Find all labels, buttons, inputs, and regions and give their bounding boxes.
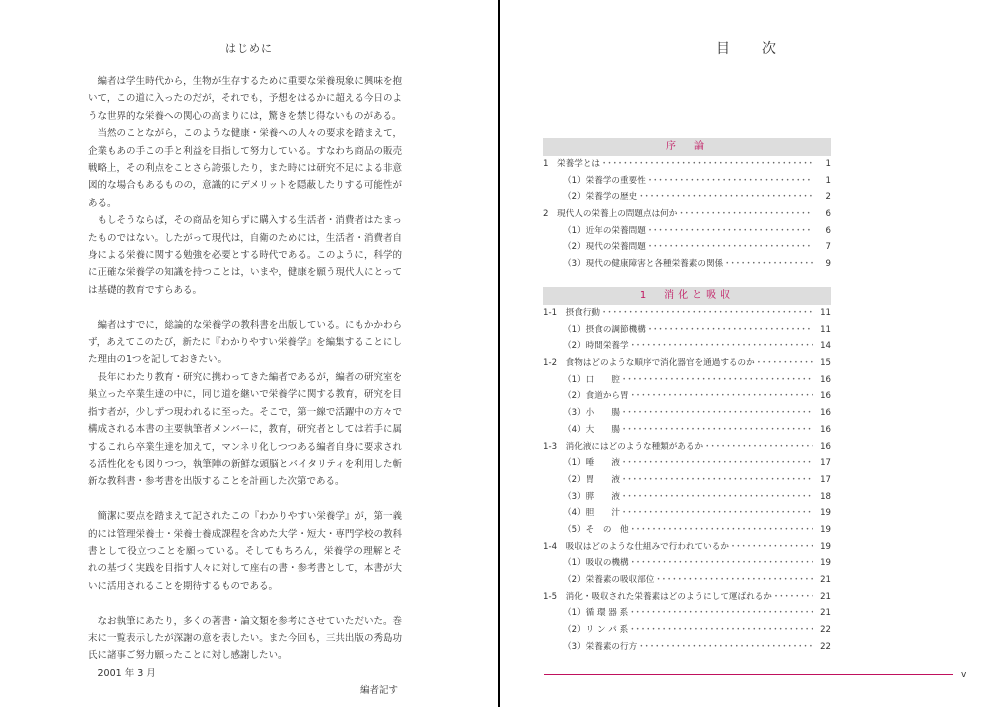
toc-entry-page: 6 (824, 206, 831, 223)
toc-subentry[interactable] (543, 223, 831, 240)
toc-entry-label: （3）小 腸 ･････････････････････････････････････････････････････････････････････････････････････････････････････････････････ (543, 405, 813, 422)
toc-entry-label: 1-5 消化・吸収された栄養素はどのようにして運ばれるか ･････････････････････････････････････････････････････････････････････････････････････････････････････････････････ (543, 589, 813, 606)
toc-entry-label: （1）唾 液 ･････････････････････････････････････････････････････････････････････････････････････････････････････････････････ (543, 455, 813, 472)
toc-entry-page: 21 (818, 605, 831, 622)
toc-subentry[interactable] (543, 173, 831, 190)
toc-section-heading: 序 論 (543, 138, 831, 156)
toc-entry-page: 14 (818, 338, 831, 355)
toc-entry-page: 19 (818, 522, 831, 539)
toc-entry-label: （2）時間栄養学 ･････････････････････････････････････････････････････････････････････････････････････････････････････････････････ (543, 338, 813, 355)
toc-entry-page: 19 (818, 539, 831, 556)
toc-entry-page: 6 (824, 223, 831, 240)
toc-entry-page: 11 (818, 305, 831, 322)
toc-entry-label: （2）栄養素の吸収部位 ･････････････････････････････････････････････････････････････････････････････････････････････････････････････････ (543, 572, 813, 589)
toc-entry-label: 1-4 吸収はどのような仕組みで行われているか ･････････････････････････････････････････････････････････････････････････････････････････････････････････････････ (543, 539, 813, 556)
toc-entry-label: （2）食道から胃 ･････････････････････････････････････････････････････････････････････････････････････････････････････････････････ (543, 388, 813, 405)
preface-body (88, 73, 402, 700)
toc-entry-label: （3）現代の健康障害と各種栄養素の関係 ･････････････････････････････････････････････････････････････････････････････････････････････････････････････････ (543, 256, 813, 273)
toc-entry-label: （2）現代の栄養問題 ･････････････････････････････････････････････････････････････････････････････････････････････････････････････････ (543, 239, 813, 256)
toc-entry[interactable] (543, 589, 831, 606)
toc-subentry[interactable] (543, 522, 831, 539)
toc-subentry[interactable] (543, 455, 831, 472)
toc-entry-label: （2）リ ン パ 系 ･････････････････････････････････････････････････････････････････････････････････････････････････････････････････ (543, 622, 813, 639)
toc-entry-page: 2 (824, 189, 831, 206)
toc-subentry[interactable] (543, 489, 831, 506)
toc-entry-page: 21 (818, 572, 831, 589)
toc-subentry[interactable] (543, 422, 831, 439)
toc-subentry[interactable] (543, 405, 831, 422)
toc-entry[interactable] (543, 156, 831, 173)
toc-entry-label: （1）循 環 器 系 ･････････････････････････････････････････････････････････････････････････････････････････････････････････････････ (543, 605, 813, 622)
preface-title: はじめに (225, 42, 273, 55)
toc-entry-label: （4）大 腸 ･････････････････････････････････････････････････････････････････････････････････････････････････････････････････ (543, 422, 813, 439)
toc-entry-page: 21 (818, 589, 831, 606)
toc-entry-page: 17 (818, 455, 831, 472)
toc-entry-label: （5）そ の 他 ･････････････････････････････････････････････････････････････････････････････････････････････････････････････････ (543, 522, 813, 539)
toc-subentry[interactable] (543, 505, 831, 522)
page-folio: v (961, 670, 967, 680)
toc-entry-page: 16 (818, 388, 831, 405)
toc-entry-label: 1-3 消化液にはどのような種類があるか ･････････････････････････････････････････････････････････････････････････････････････････････････････････････････ (543, 439, 813, 456)
toc-entry-page: 16 (818, 422, 831, 439)
preface-paragraph: 編者はすでに，総論的な栄養学の教科書を出版している。にもかかわらず，あえてこのたび，新たに『わかりやすい栄養学』を編集することにした理由の1つを記しておきたい。 (88, 319, 402, 366)
toc-entry-page: 1 (824, 156, 831, 173)
toc-subentry[interactable] (543, 256, 831, 273)
toc-entry-label: （2）胃 液 ･････････････････････････････････････････････････････････････････････････････････････････････････････････････････ (543, 472, 813, 489)
toc-entry-label: 2 現代人の栄養上の問題点は何か ･････････････････････････････････････････････････････････････････････････････････････････････････････････････････ (543, 206, 813, 223)
toc-entry-label: 1-2 食物はどのような順序で消化器官を通過するのか ･････････････････････････････････････････････････････････････････････････････････････････････････････････････････ (543, 355, 813, 372)
toc-subentry[interactable] (543, 555, 831, 572)
toc-entry-label: 1-1 摂食行動 ･････････････････････････････････････････････････････････････････････････････････････････････････････････････････ (543, 305, 813, 322)
toc-subentry[interactable] (543, 239, 831, 256)
preface-paragraph: 簡潔に要点を踏まえて記されたこの『わかりやすい栄養学』が，第一義的には管理栄養士・栄養士養成課程を含めた大学・短大・専門学校の教科書として役立つことを願っている。そしてもちろん，栄養学の理解とそれの基づく実践を目指す人々に対して座右の書・参考書として，本書が大いに活用されることを期待するものである。 (88, 511, 402, 592)
toc-entry[interactable] (543, 439, 831, 456)
preface-paragraph: なお執筆にあたり，多くの著書・論文類を参考にさせていただいた。巻末に一覧表示したが深謝の意を表したい。また今回も，三共出版の秀島功氏に諸事ご努力願ったことに対し感謝したい。 (88, 615, 402, 662)
toc-entry-page: 7 (824, 239, 831, 256)
toc-subentry[interactable] (543, 189, 831, 206)
toc-entry-label: （1）口 腔 ･････････････････････････････････････････････････････････････････････････････････････････････････････････････････ (543, 372, 813, 389)
toc-entry-label: 1 栄養学とは ･････････････････････････････････････････････････････････････････････････････････････････････････････････････････ (543, 156, 813, 173)
toc-subentry[interactable] (543, 472, 831, 489)
toc-entry-page: 16 (818, 405, 831, 422)
toc-entry-page: 19 (818, 505, 831, 522)
toc-entry-page: 22 (818, 622, 831, 639)
toc-section-heading: 1 消化と吸収 (543, 287, 831, 305)
toc-entry-page: 15 (818, 355, 831, 372)
toc-subentry[interactable] (543, 572, 831, 589)
toc-entry-page: 19 (818, 555, 831, 572)
toc-entry-page: 17 (818, 472, 831, 489)
toc-subentry[interactable] (543, 639, 831, 656)
toc-entry[interactable] (543, 206, 831, 223)
toc-entry[interactable] (543, 305, 831, 322)
toc-entry-page: 1 (824, 173, 831, 190)
toc-entry-page: 11 (818, 322, 831, 339)
preface-paragraph: 長年にわたり教育・研究に携わってきた編者であるが，編者の研究室を巣立った卒業生達の中に，同じ道を継いで栄養学に関する教育，研究を目指す者が，少しずつ現われるに至った。そこで，第一線で活躍中の方々で構成される本書の主要執筆者メンバーに，教育，研究者としては若手に属するこれら卒業生達を加えて，マンネリ化しつつある編者自身に要求される活性化をも図りつつ，執筆陣の新鮮な頭脳とバイタリティを利用した斬新な教科書・参考書を出版することを計画した次第である。 (88, 371, 402, 488)
preface-paragraph: 当然のことながら，このような健康・栄養への人々の要求を踏まえて，企業もあの手この手と利益を目指して努力している。すなわち商品の販売戦略上，その利点をことさら誇張したり，また時には研究不足による非意図的な場合もあるものの，意識的にデメリットを隠蔽したりする可能性がある。 (88, 128, 402, 209)
toc-entry-label: （4）胆 汁 ･････････････････････････････････････････････････････････････････････････････････････････････････････････････････ (543, 505, 813, 522)
toc-subentry[interactable] (543, 372, 831, 389)
toc-section (543, 138, 831, 273)
toc-entry-page: 16 (818, 439, 831, 456)
toc-entry-label: （1）近年の栄養問題 ･････････････････････････････････････････････････････････････････････････････････････････････････････････････････ (543, 223, 813, 240)
footer-rule (544, 674, 953, 675)
toc-entry-label: （1）摂食の調節機構 ･････････････････････････････････････････････････････････････････････････････････････････････････････････････････ (543, 322, 813, 339)
toc-subentry[interactable] (543, 622, 831, 639)
toc-entry-label: （1）吸収の機構 ･････････････････････････････････････････････････････････････････････････････････････････････････････････････････ (543, 555, 813, 572)
toc-subentry[interactable] (543, 388, 831, 405)
preface-page (0, 0, 498, 707)
toc-entry-page: 22 (818, 639, 831, 656)
toc-entry[interactable] (543, 355, 831, 372)
toc-section (543, 287, 831, 655)
preface-paragraph: もしそうならば，その商品を知らずに購入する生活者・消費者はたまったものではない。したがって現代は，自衛のためには，生活者・消費者自身による栄養に関する勉強を必要とする時代である。このように，科学的に正確な栄養学の知識を持つことは，いまや，健康を願う現代人にとっては基礎的教育ですらある。 (88, 215, 402, 296)
preface-signature: 編者記す (359, 685, 398, 697)
toc-entry-label: （1）栄養学の重要性 ･････････････････････････････････････････････････････････････････････････････････････････････････････････････････ (543, 173, 813, 190)
toc-subentry[interactable] (543, 322, 831, 339)
preface-date: 2001 年 3 月 (97, 667, 156, 679)
toc-subentry[interactable] (543, 605, 831, 622)
preface-paragraph: 編者は学生時代から，生物が生存するために重要な栄養現象に興味を抱いて，この道に入ったのだが，それでも，予想をはるかに超える今日のような世界的な栄養への関心の高まりには，驚きを禁じ得ないものがある。 (88, 76, 402, 122)
toc-entry-label: （3）膵 液 ･････････････････････････････････････････････････････････････････････････････････････････････････････････････････ (543, 489, 813, 506)
toc-entry-page: 18 (818, 489, 831, 506)
toc-entry[interactable] (543, 539, 831, 556)
toc-title: 目次 (716, 41, 808, 57)
toc-entry-page: 9 (824, 256, 831, 273)
toc-entry-label: （2）栄養学の歴史 ･････････････････････････････････････････････････････････････････････････････････････････････････････････････････ (543, 189, 813, 206)
toc-entry-page: 16 (818, 372, 831, 389)
toc-entry-label: （3）栄養素の行方 ･････････････････････････････････････････････････････････････････････････････････････････････････････････････････ (543, 639, 813, 656)
toc-subentry[interactable] (543, 338, 831, 355)
